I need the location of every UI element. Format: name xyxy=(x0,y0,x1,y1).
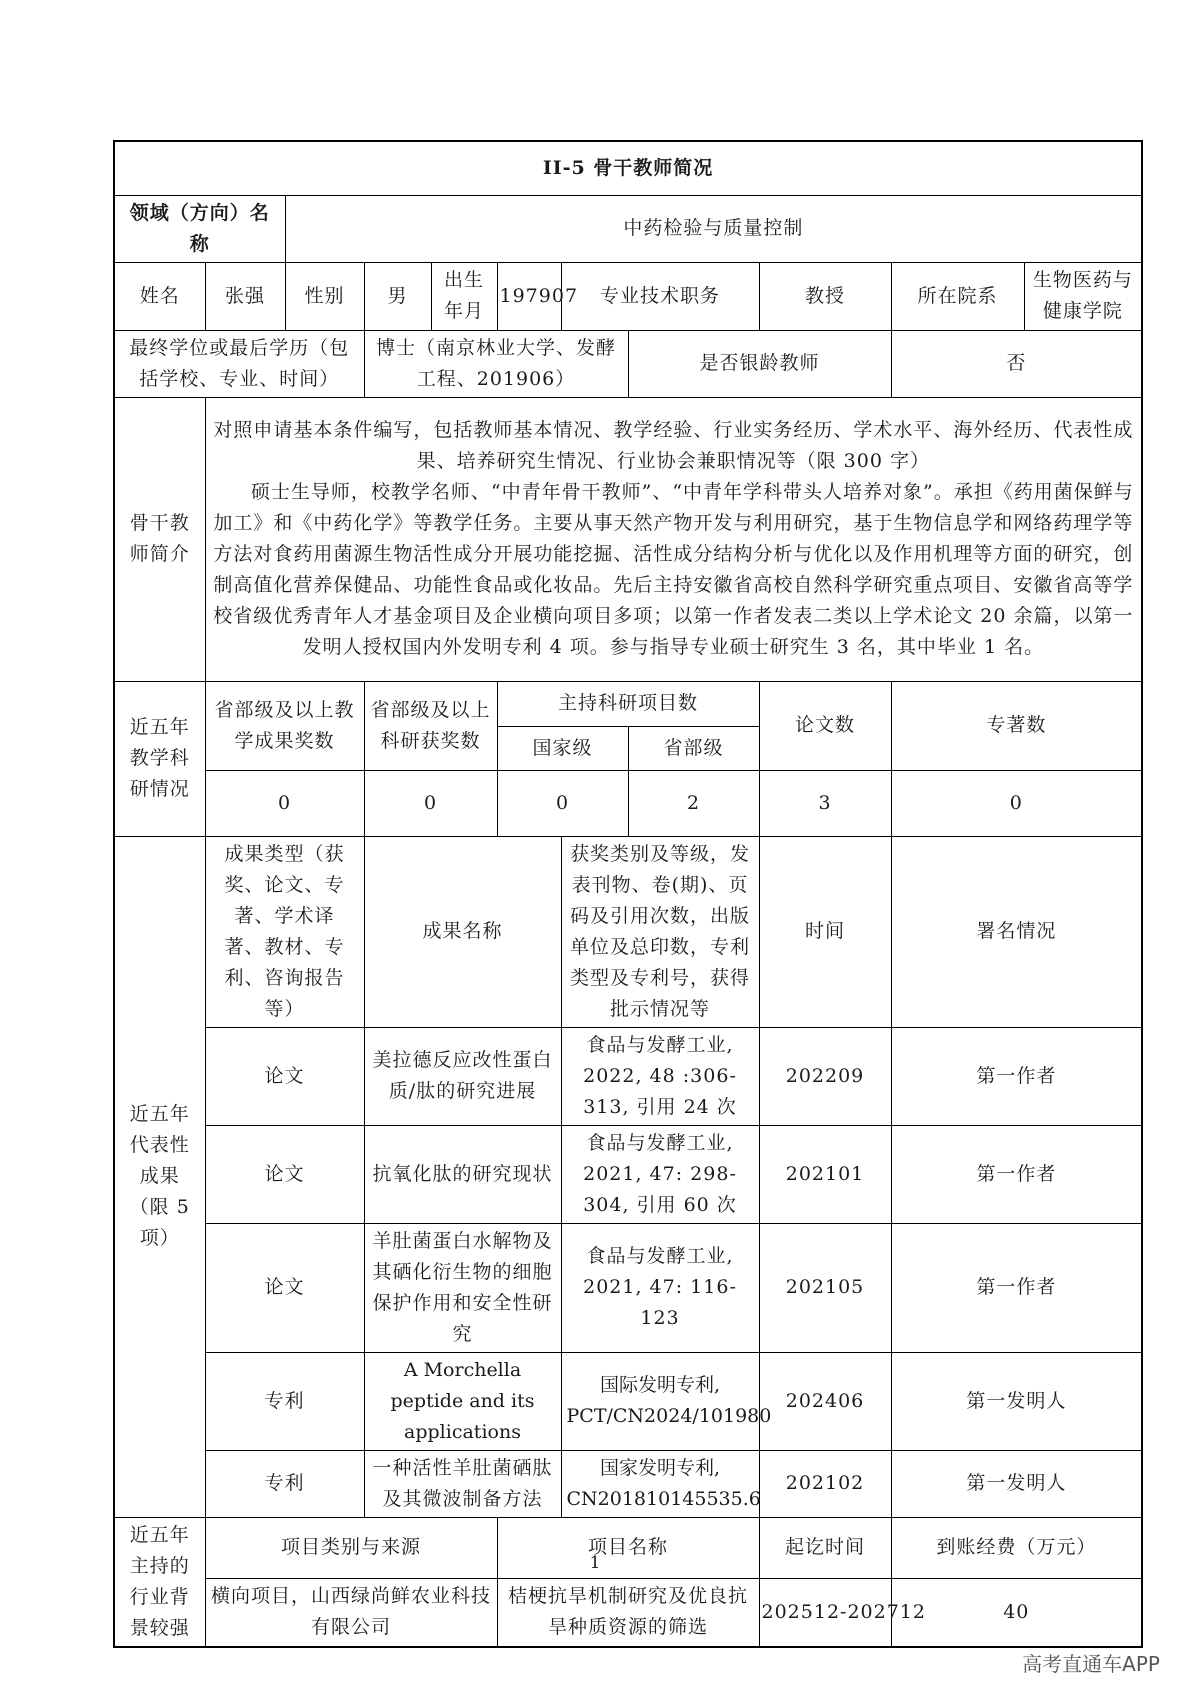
achievement-type: 专利 xyxy=(205,1352,364,1450)
stats-provincial-header: 省部级 xyxy=(628,726,759,770)
stats-papers-header: 论文数 xyxy=(759,681,891,770)
achievement-time: 202105 xyxy=(759,1223,891,1352)
achievement-sign: 第一发明人 xyxy=(891,1352,1142,1450)
field-label: 领域（方向）名称 xyxy=(114,195,285,262)
project-source: 横向项目，山西绿尚鲜农业科技有限公司 xyxy=(205,1578,497,1646)
achievement-time: 202209 xyxy=(759,1027,891,1125)
field-value: 中药检验与质量控制 xyxy=(285,195,1142,262)
watermark: 高考直通车APP xyxy=(1022,1652,1160,1676)
gender-value: 男 xyxy=(364,262,431,330)
achievements-time-header: 时间 xyxy=(759,836,891,1027)
project-name: 桔梗抗旱机制研究及优良抗旱种质资源的筛选 xyxy=(497,1578,759,1646)
achievement-sign: 第一作者 xyxy=(891,1125,1142,1223)
title-value: 教授 xyxy=(759,262,891,330)
title-label: 专业技术职务 xyxy=(561,262,759,330)
table-row xyxy=(114,1450,1142,1517)
projects-period-header: 起讫时间 xyxy=(759,1517,891,1578)
achievement-name: 一种活性羊肚菌硒肽及其微波制备方法 xyxy=(364,1450,561,1517)
intro-instruction: 对照申请基本条件编写，包括教师基本情况、教学经验、行业实务经历、学术水平、海外经历、代表性成果、培养研究生情况、行业协会兼职情况等（限 300 字） xyxy=(213,419,1134,472)
achievement-time: 202406 xyxy=(759,1352,891,1450)
name-value: 张强 xyxy=(205,262,285,330)
achievements-label: 近五年代表性成果（限 5 项） xyxy=(114,836,205,1517)
section-title: II-5 骨干教师简况 xyxy=(114,141,1142,195)
stats-projects-header: 主持科研项目数 xyxy=(497,681,759,726)
achievements-detail-header: 获奖类别及等级，发表刊物、卷(期)、页码及引用次数，出版单位及总印数，专利类型及专利号，获得批示情况等 xyxy=(561,836,759,1027)
stats-books-value: 0 xyxy=(891,770,1142,836)
achievement-type: 论文 xyxy=(205,1125,364,1223)
stats-books-header: 专著数 xyxy=(891,681,1142,770)
stats-national-header: 国家级 xyxy=(497,726,628,770)
achievement-time: 202101 xyxy=(759,1125,891,1223)
stats-label: 近五年教学科研情况 xyxy=(114,681,205,836)
dept-value: 生物医药与健康学院 xyxy=(1024,262,1142,330)
projects-label: 近五年主持的行业背景较强 xyxy=(114,1517,205,1647)
page-number: 1 xyxy=(589,1553,601,1573)
achievement-detail: 食品与发酵工业, 2021, 47: 298-304, 引用 60 次 xyxy=(561,1125,759,1223)
silver-label: 是否银龄教师 xyxy=(628,330,891,397)
achievement-detail: 食品与发酵工业, 2022, 48 :306-313, 引用 24 次 xyxy=(561,1027,759,1125)
name-label: 姓名 xyxy=(114,262,205,330)
achievement-sign: 第一发明人 xyxy=(891,1450,1142,1517)
project-period: 202512-202712 xyxy=(759,1578,891,1646)
table-row xyxy=(114,1352,1142,1450)
birth-value: 197907 xyxy=(497,262,561,330)
silver-value: 否 xyxy=(891,330,1142,397)
table-row xyxy=(114,1578,1142,1646)
stats-research-value: 0 xyxy=(364,770,497,836)
stats-research-header: 省部级及以上科研获奖数 xyxy=(364,681,497,770)
degree-label: 最终学位或最后学历（包括学校、专业、时间） xyxy=(114,330,364,397)
achievement-name: A Morchella peptide and its applications xyxy=(364,1352,561,1450)
gender-label: 性别 xyxy=(285,262,364,330)
achievements-sign-header: 署名情况 xyxy=(891,836,1142,1027)
achievement-name: 羊肚菌蛋白水解物及其硒化衍生物的细胞保护作用和安全性研究 xyxy=(364,1223,561,1352)
table-row xyxy=(114,1125,1142,1223)
achievement-name: 美拉德反应改性蛋白质/肽的研究进展 xyxy=(364,1027,561,1125)
table-row xyxy=(114,1027,1142,1125)
projects-funds-header: 到账经费（万元） xyxy=(891,1517,1142,1578)
achievement-detail: 国际发明专利, PCT/CN2024/101980 xyxy=(561,1352,759,1450)
stats-papers-value: 3 xyxy=(759,770,891,836)
achievement-sign: 第一作者 xyxy=(891,1027,1142,1125)
teacher-profile-table xyxy=(113,140,1143,1648)
birth-label: 出生年月 xyxy=(431,262,497,330)
intro-text: 硕士生导师，校教学名师、“中青年骨干教师”、“中青年学科带头人培养对象”。承担《药用菌保鲜与加工》和《中药化学》等教学任务。主要从事天然产物开发与利用研究，基于生物信息学和网络药理学等方法对食药用菌源生物活性成分开展功能挖掘、活性成分结构分析与优化以及作用机理等方面的研究，创制高值化营养保健品、功能性食品或化妆品。先后主持安徽省高校自然科学研究重点项目、安徽省高等学校省级优秀青年人才基金项目及企业横向项目多项；以第一作者发表二类以上学术论文 20 余篇，以第一发明人授权国内外发明专利 4 项。参与指导专业硕士研究生 3 名，其中毕业 1 名。 xyxy=(213,481,1134,658)
intro-cell xyxy=(205,397,1142,681)
stats-provincial-value: 2 xyxy=(628,770,759,836)
achievement-time: 202102 xyxy=(759,1450,891,1517)
achievement-type: 论文 xyxy=(205,1027,364,1125)
stats-teach-header: 省部级及以上教学成果奖数 xyxy=(205,681,364,770)
project-funds: 40 xyxy=(891,1578,1142,1646)
projects-name-header: 项目名称 xyxy=(497,1517,759,1578)
dept-label: 所在院系 xyxy=(891,262,1024,330)
intro-label: 骨干教师简介 xyxy=(114,397,205,681)
achievements-type-header: 成果类型（获奖、论文、专著、学术译著、教材、专利、咨询报告等） xyxy=(205,836,364,1027)
table-row xyxy=(114,1223,1142,1352)
achievement-detail: 国家发明专利, CN201810145535.6 xyxy=(561,1450,759,1517)
stats-national-value: 0 xyxy=(497,770,628,836)
achievement-sign: 第一作者 xyxy=(891,1223,1142,1352)
achievement-detail: 食品与发酵工业, 2021, 47: 116-123 xyxy=(561,1223,759,1352)
achievement-type: 专利 xyxy=(205,1450,364,1517)
degree-value: 博士（南京林业大学、发酵工程、201906） xyxy=(364,330,628,397)
achievements-name-header: 成果名称 xyxy=(364,836,561,1027)
projects-source-header: 项目类别与来源 xyxy=(205,1517,497,1578)
stats-teach-value: 0 xyxy=(205,770,364,836)
teacher-profile-document xyxy=(113,140,1134,1648)
achievement-name: 抗氧化肽的研究现状 xyxy=(364,1125,561,1223)
achievement-type: 论文 xyxy=(205,1223,364,1352)
